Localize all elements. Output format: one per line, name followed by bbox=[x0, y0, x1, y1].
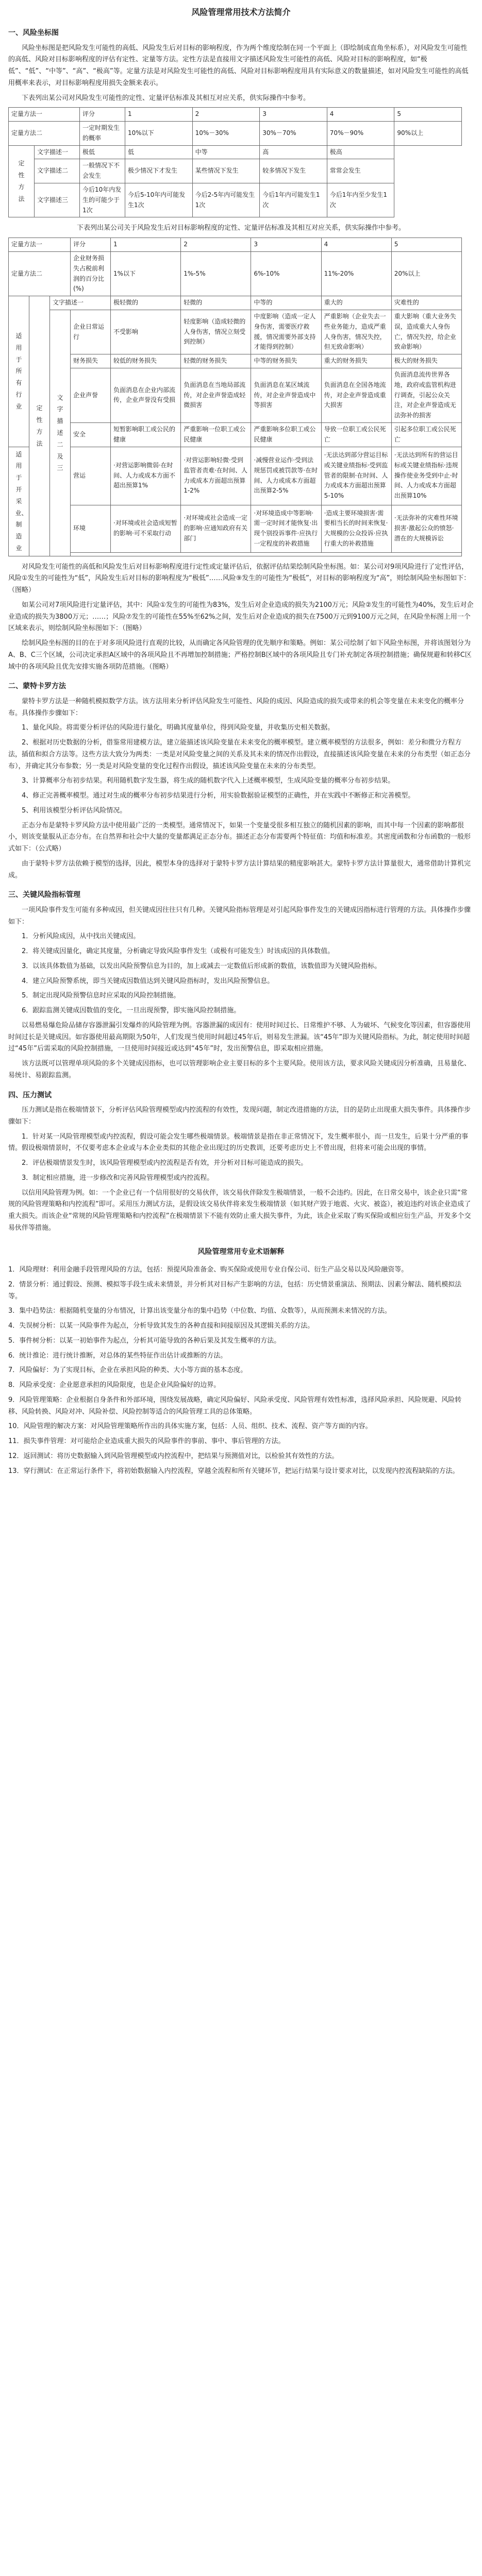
table-row: 财务损失 较低的财务损失 轻微的财务损失 中等的财务损失 重大的财务损失 极大的财务损失 bbox=[9, 354, 462, 368]
section-heading-stress-test: 四、压力测试 bbox=[8, 1091, 52, 1099]
paragraph: 风险坐标图是把风险发生可能性的高低、风险发生后对目标的影响程度，作为两个维度绘制在同一个平面上（即绘制成直角坐标系），对风险发生可能性的高低、风险对目标影响程度的评估有定性、定量等方法。定性方法是直接用文字描述风险发生可能性的高低、风险对目标的影响程度，如“极低”、“低”、“中等”、“高”、“极高”等。定量方法是对风险发生可能性的高低、风险对目标影响程度用具有实际意义的数量描述，如对风险发生可能性的高低用概率来表示，对目标影响程度用损失金额来表示。 bbox=[8, 44, 469, 87]
table-row: 定性方法 文字描述一 极低 低 中等 高 极高 bbox=[9, 145, 462, 159]
paragraph: 4、修正完善概率模型。通过对生成的概率分布初步结果进行分析，用实验数据验证模型的正确性，并在实践中不断修正和完善模型。 bbox=[22, 792, 415, 800]
applies-mining-manufacturing-label: 适用于开采业、制造业 bbox=[9, 447, 29, 556]
paragraph: 1．针对某一风险管理模型或内控流程，假设可能会发生哪些极端情景。极端情景是指在非正常情况下，发生概率很小，而一旦发生，后果十分严重的事情。假设极端情景时，不仅要考虑本企业或与本企业类似的其他企业出现过的历史教训，还要考虑历史上不曾出现，但将来可能会出现的事情。 bbox=[8, 1132, 469, 1153]
paragraph: 以易燃易爆危险品储存容器泄漏引发爆炸的风险管理为例。容器泄漏的成因有：使用时间过长、日常维护不够、人为破坏、气候变化等因素，但容器使用时间过长是关键成因。如容器使用最高期限为50年，人们发现当使用时间超过45年后，则易发生泄漏。该“45年”即为关键风险指标。为此，制定使用时间超过“45年”后需采取的风险控制措施，一旦使用时间接近或达到“45年”时，发出预警信息，即采取相应措施。 bbox=[8, 1021, 471, 1053]
table-row: 环境 ·对环境或社会造成短暂的影响·可不采取行动 ·对环境或社会造成一定的影响·应通知政府有关部门 ·对环境造成中等影响·需一定时间才能恢复·出现个别投诉事件·应执行一定程度的补救措施 ·造成主要环境损害·需要相当长的时间来恢复·大规模的公众投诉·应执行重大的补救措施 ·无法弥补的灾难性环境损害·激起公众的愤怒·潜在的大规模诉讼 bbox=[9, 505, 462, 552]
paragraph: 一项风险事件发生可能有多种成因，但关键成因往往只有几种。关键风险指标管理是对引起风险事件发生的关键成因指标进行管理的方法。具体操作步骤如下： bbox=[8, 906, 471, 926]
list-item: 8．风险承受度：企业愿意承担的风险限度，也是企业风险偏好的边界。 bbox=[8, 1381, 221, 1389]
section-heading-glossary: 风险管理常用专业术语解释 bbox=[197, 1247, 285, 1256]
paragraph: 2．将关键成因量化，确定其度量，分析确定导致风险事件发生（或极有可能发生）时该成因的具体数值。 bbox=[22, 947, 335, 956]
page-title: 风险管理常用技术方法简介 bbox=[191, 7, 291, 17]
paragraph: 压力测试是指在极端情景下，分析评估风险管理模型或内控流程的有效性，发现问题，制定改进措施的方法，目的是防止出现重大损失事件。具体操作步骤如下： bbox=[8, 1106, 471, 1126]
paragraph: 3．以该具体数值为基础，以发出风险预警信息为目的，加上或减去一定数值后形成新的数值，该数值即为关键风险指标。 bbox=[22, 962, 381, 970]
paragraph: 2．评估极端情景发生时，该风险管理模型或内控流程是否有效，并分析对目标可能造成的损失。 bbox=[22, 1159, 308, 1167]
table-row: 文字描述二 一般情况下不会发生 极少情况下才发生 某些情况下发生 较多情况下发生 常常会发生 bbox=[9, 159, 462, 183]
table-row: 文字描述三 今后10年内发生的可能少于1次 今后5-10年内可能发生1次 今后2-5年内可能发生1次 今后1年内可能发生1次 今后1年内至少发生1次 bbox=[9, 183, 462, 217]
description-group-label: 文字描述二及三 bbox=[50, 310, 71, 556]
paragraph: 该方法既可以管理单项风险的多个关键成因指标，也可以管理影响企业主要目标的多个主要风险。使用该方法，要求风险关键成因分析准确，且易量化、易统计、易跟踪监测。 bbox=[8, 1060, 471, 1079]
table-row: 企业声誉 负面消息在企业内部流传，企业声誉没有受损 负面消息在当地局部流传，对企业声誉造成轻微损害 负面消息在某区域流传，对企业声誉造成中等损害 负面消息在全国各地流传，对企业声誉造成重大损害 负面消息流传世界各地，政府或监管机构进行调查，引起公众关注，对企业声誉造成无法弥补的损害 bbox=[9, 368, 462, 422]
paragraph: 6．跟踪监测关键成因数值的变化，一旦出现预警，即实施风险控制措施。 bbox=[22, 1007, 241, 1015]
applies-all-industries-label: 适用于所有行业 bbox=[9, 296, 29, 447]
paragraph: 5、利用该模型分析评估风险情况。 bbox=[22, 806, 127, 815]
section-heading-risk-matrix: 一、风险坐标图 bbox=[8, 29, 59, 37]
list-item: 13．穿行测试：在正常运行条件下，将初始数据输入内控流程，穿越全流程和所有关键环节，把运行结果与设计要求对比，以发现内控流程缺陷的方法。 bbox=[8, 1467, 459, 1475]
paragraph: 2、根据对历史数据的分析，借鉴常用建模方法，建立能描述该风险变量在未来变化的概率模型。建立概率模型的方法很多，例如：差分和微分方程方法，插值和拟合方法等。这些方法大致分为两类：一类是对风险变量之间的关系及其未来的情况作出假设，直接描述该风险变量在未来的分布类型（如正态分布），并确定其分布参数；另一类是对风险变量的变化过程作出假设，描述该风险变量在未来的分布类型。 bbox=[8, 739, 471, 770]
list-item: 4．失误树分析：以某一风险事件为起点，分析导致其发生的各种直接和间接原因及其逻辑关系的方法。 bbox=[8, 1322, 314, 1330]
table-row: 安全 短暂影响职工或公民的健康 严重影响一位职工或公民健康 严重影响多位职工或公民健康 导致一位职工或公民死亡 引起多位职工或公民死亡 bbox=[9, 422, 462, 447]
table-row: 定量方法二 一定时期发生的概率 10%以下 10%－30% 30%－70% 70%－90% 90%以上 bbox=[9, 122, 462, 146]
table-intro: 下表列出某公司关于风险发生后对目标影响程度的定性、定量评估标准及其相互对应关系，供实际操作中参考。 bbox=[76, 224, 405, 232]
paragraph: 5．制定出现风险预警信息时应采取的风险控制措施。 bbox=[22, 992, 180, 1000]
table-row: 定量方法二 企业财务损失占税前利润的百分比(%) 1%以下 1%-5% 6%-10% 11%-20% 20%以上 bbox=[9, 251, 462, 296]
table-row: 适用于所有行业 定性方法 文字描述一 极轻微的 轻微的 中等的 重大的 灾难性的 bbox=[9, 296, 462, 310]
table-row bbox=[9, 552, 462, 556]
list-item: 2．情景分析：通过假设、预测、模拟等手段生成未来情景，并分析其对目标产生影响的方法，包括：历史情景重演法、预期法、因素分解法、随机模拟法等。 bbox=[8, 1280, 462, 1300]
list-item: 10．风险管理的解决方案：对风险管理策略所作出的具体实施方案，包括：人员、组织、技术、流程、资产等方面的内容。 bbox=[8, 1422, 372, 1431]
list-item: 12．返回测试：将历史数据输入到风险管理模型或内控流程中，把结果与预测值对比，以检验其有效性的方法。 bbox=[8, 1452, 339, 1460]
paragraph: 对风险发生可能性的高低和风险发生后对目标影响程度进行定性或定量评估后，依据评估结果绘制风险坐标图。如：某公司对9项风险进行了定性评估，风险①发生的可能性为“低”，风险发生后对目标的影响程度为“极低”……风险⑨发生的可能性为“极低”，对目标的影响程度为“高”，则绘制风险坐标图如下：（图略） bbox=[8, 563, 471, 595]
list-item: 1．风险理财：利用金融手段管理风险的方法，包括：预提风险准备金、购买保险或使用专业自保公司、衍生产品交易以及风险融资等。 bbox=[8, 1266, 408, 1274]
section-heading-kri: 三、关键风险指标管理 bbox=[8, 891, 80, 900]
table-row: 定量方法一 评分 1 2 3 4 5 bbox=[9, 238, 462, 252]
list-item: 9．风险管理策略：企业根据自身条件和外部环境，围绕发展战略，确定风险偏好、风险承受度、风险管理有效性标准，选择风险承担、风险规避、风险转移、风险转换、风险对冲、风险补偿、风险控制等适合的风险管理工具的总体策略。 bbox=[8, 1396, 462, 1416]
paragraph: 1、量化风险。将需要分析评估的风险进行量化，明确其度量单位，得到风险变量，并收集历史相关数据。 bbox=[22, 724, 335, 732]
list-item: 7．风险偏好：为了实现目标，企业在承担风险的种类、大小等方面的基本态度。 bbox=[8, 1366, 247, 1375]
paragraph: 下表列出某公司对风险发生可能性的定性、定量评估标准及其相互对应关系，供实际操作中参考。 bbox=[22, 94, 310, 102]
paragraph: 1．分析风险成因，从中找出关键成因。 bbox=[22, 933, 140, 941]
paragraph: 3、计算概率分布初步结果。利用随机数字发生器，将生成的随机数字代入上述概率模型，生成风险变量的概率分布初步结果。 bbox=[22, 777, 395, 785]
paragraph: 以信用风险管理为例。如：一个企业已有一个信用很好的交易伙伴，该交易伙伴除发生极端情景，一般不会违约。因此，在日常交易中，该企业只需“常规的风险管理策略和内控流程”即可。采用压力测试方法，是假设该交易伙伴将来发生极端情景（如其财产毁于地震、火灾、被盗），被迫违约对该企业造成了重大损失。而该企业“常规的风险管理策略和内控流程”在极端情景下不能有效防止重大损失事件，为此，该企业采取了购买保险或相应衍生产品，开发多个交易伙伴等措施。 bbox=[8, 1189, 471, 1232]
paragraph: 4．建立风险预警系统，即当关键成因数值达到关键风险指标时，发出风险预警信息。 bbox=[22, 977, 274, 985]
qualitative-method-label: 定性方法 bbox=[29, 296, 50, 556]
list-item: 5．事件树分析：以某一初始事件为起点，分析其可能导致的各种后果及其发生概率的方法。 bbox=[8, 1336, 281, 1345]
paragraph: 蒙特卡罗方法是一种随机模拟数学方法。该方法用来分析评估风险发生可能性、风险的成因、风险造成的损失或带来的机会等变量在未来变化的概率分布。具体操作步骤如下： bbox=[8, 697, 464, 717]
paragraph: 如某公司对7项风险进行定量评估，其中：风险①发生的可能性为83%，发生后对企业造成的损失为2100万元；风险②发生的可能性为40%，发生后对企业造成的损失为3800万元；……；风险⑦发生的可能性在55%至62%之间，发生后对企业造成的损失在7500万元到9100万元之间，在风险坐标图上用一个区域来表示，则绘制风险坐标图如下：（图略） bbox=[8, 601, 474, 633]
list-item: 6．统计推论：进行统计推断，对总体的某些特征作出估计或推断的方法。 bbox=[8, 1351, 227, 1360]
paragraph: 3．制定相应措施，进一步修改和完善风险管理模型或内控流程。 bbox=[22, 1174, 214, 1182]
section-heading-monte-carlo: 二、蒙特卡罗方法 bbox=[8, 682, 66, 691]
table-row: 文字描述二及三 企业日常运行 不受影响 轻度影响（造成轻微的人身伤害，情况立刻受到控制） 中度影响（造成一定人身伤害，需要医疗救援，情况需要外部支持才能得到控制） 严重影响（企业失去一些业务能力，造成严重人身伤害，情况失控，但无致命影响） 重大影响（重大业务失误，造成重大人身伤亡，情况失控，给企业致命影响） bbox=[9, 310, 462, 354]
paragraph: 正态分布是蒙特卡罗风险方法中使用最广泛的一类模型。通常情况下，如果一个变量受很多相互独立的随机因素的影响，而其中每一个因素的影响都很小，则该变量服从正态分布。在自然界和社会中大量的变量都满足正态分布。描述正态分布需要两个特征值：均值和标准差。其密度函数和分布函数的一般形式如下：（公式略） bbox=[8, 821, 471, 853]
qualitative-group-label: 定性方法 bbox=[9, 145, 35, 217]
table-row: 定量方法一 评分 1 2 3 4 5 bbox=[9, 108, 462, 122]
paragraph: 由于蒙特卡罗方法依赖于模型的选择，因此，模型本身的选择对于蒙特卡罗方法计算结果的精度影响甚大。蒙特卡罗方法计算量很大，通常借助计算机完成。 bbox=[8, 859, 471, 879]
impact-criteria-table bbox=[8, 238, 462, 556]
list-item: 3．集中趋势法：根据随机变量的分布情况，计算出该变量分布的集中趋势（中位数、均值、众数等），从而预测未来情况的方法。 bbox=[8, 1307, 391, 1315]
glossary-list bbox=[8, 1264, 474, 1477]
likelihood-criteria-table bbox=[8, 107, 462, 217]
list-item: 11．损失事件管理：对可能给企业造成重大损失的风险事件的事前、事中、事后管理的方法。 bbox=[8, 1437, 285, 1446]
table-row: 适用于开采业、制造业 营运 ·对营运影响微弱·在时间、人力或成本方面不超出预算1% ·对营运影响轻微·受到监管者责难·在时间、人力或成本方面超出预算1-2% ·减慢营业运作·受到法规惩罚或被罚款等·在时间、人力或成本方面超出预算2-5% ·无法达到部分营运目标或关键业绩指标·受到监管者的限制·在时间、人力或成本方面超出预算5-10% ·无法达到所有的营运目标或关键业绩指标·违规操作使业务受到中止·时间、人力或成本方面超出预算10% bbox=[9, 447, 462, 505]
paragraph: 绘制风险坐标图的目的在于对多项风险进行直观的比较，从而确定各风险管理的优先顺序和策略。例如：某公司绘制了如下风险坐标图，并将该图划分为A、B、C三个区域，公司决定承担A区域中的各项风险且不再增加控制措施；严格控制B区域中的各项风险且专门补充制定各项控制措施；确保规避和转移C区域中的各项风险且优先安排实施各项防范措施。（图略） bbox=[8, 639, 472, 671]
